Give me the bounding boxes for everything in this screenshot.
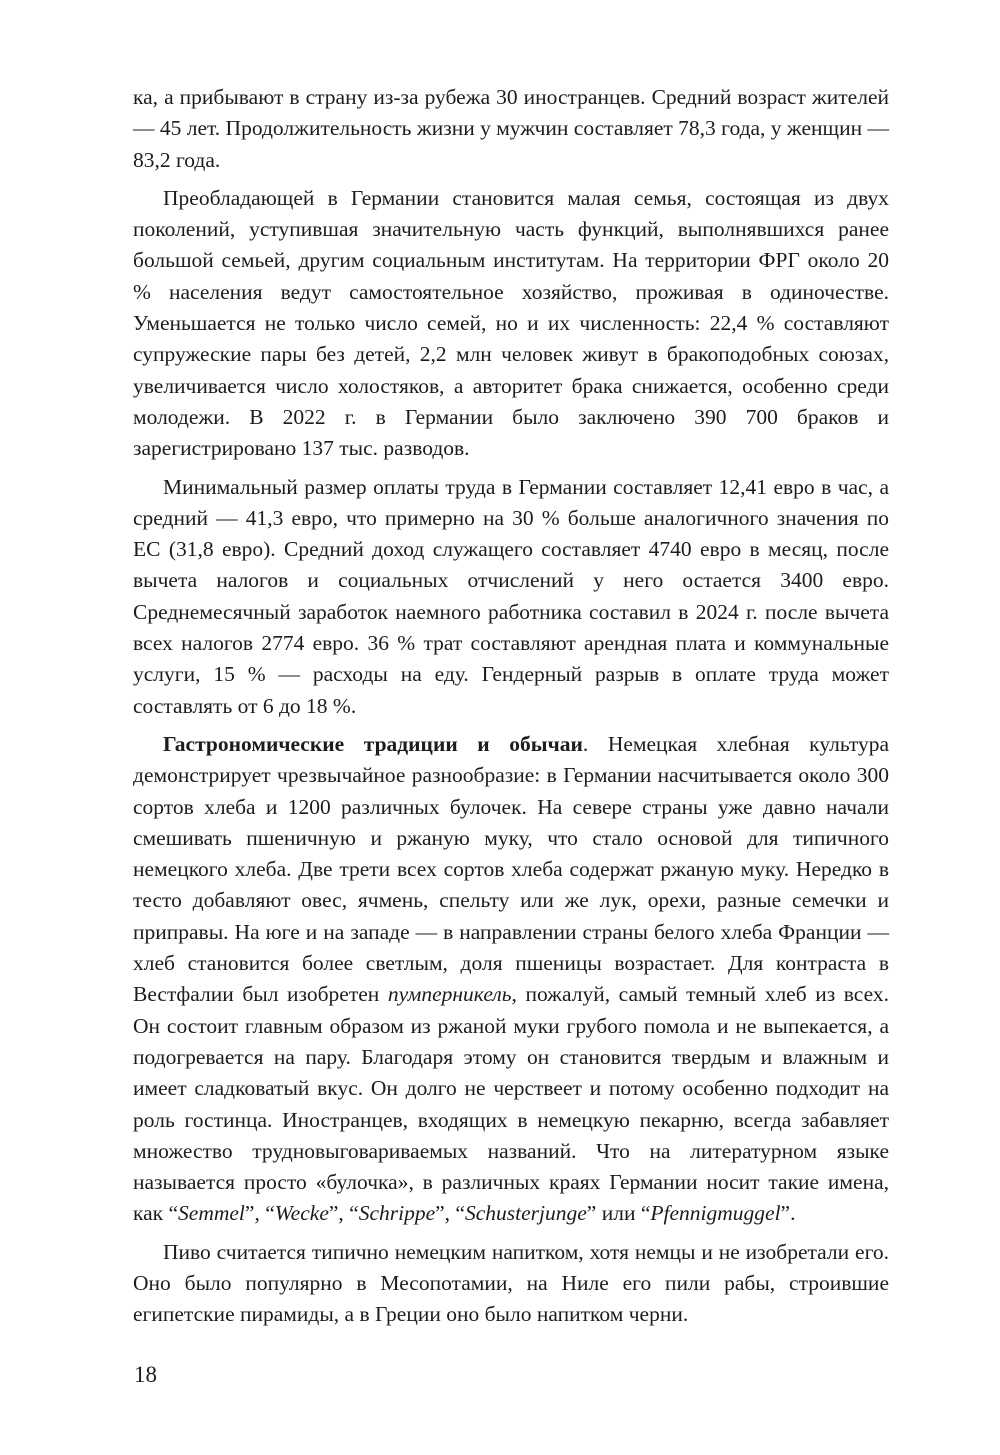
bread-name-schusterjunge: Schusterjunge: [464, 1201, 587, 1226]
separator-2: ”, “: [328, 1201, 359, 1226]
gastronomy-text-part-a: . Немецкая хлебная культура демонстрирует чрезвычайное разнообразие: в Германии насчитывается около 300 сортов хлеба и 1200 различных булочек. На севере страны уже давно начали смешивать пшеничную и ржаную муку, что стало основой для типичного немецкого хлеба. Две трети всех сортов хлеба содержат ржаную муку. Нередко в тесто добавляют овес, ячмень, спельту или же лук, орехи, разные семечки и приправы. На юге и на западе — в направлении страны белого хлеба Франции — хлеб становится более светлым, доля пшеницы возрастает. Для контраста в Вестфалии был изобретен: [133, 731, 889, 1007]
bread-name-wecke: Wecke: [274, 1201, 329, 1226]
separator-4: ” или “: [586, 1201, 651, 1226]
section-heading: Гастрономические традиции и обычаи: [163, 731, 583, 756]
term-pumpernickel: пумперникель: [387, 982, 512, 1007]
gastronomy-text-part-b: , пожалуй, самый темный хлеб из всех. Он состоит главным образом из ржаной муки грубого помола и не выпекается, а подогревается на пару. Благодаря этому он становится твердым и влажным и имеет сладковатый вкус. Он долго не черствеет и потому особенно подходит на роль гостинца. Иностранцев, входящих в немецкую пекарню, всегда забавляет множество трудновыговариваемых названий. Что на литературном языке называется просто «булочка», в различных краях Германии носит такие имена, как “: [133, 982, 889, 1226]
bread-name-pfennigmuggel: Pfennigmuggel: [650, 1201, 781, 1226]
paragraph-family: Преобладающей в Германии становится малая семья, состоящая из двух поколений, уступившая значительную часть функций, выполнявшихся ранее большой семьей, другим социальным институтам. На территории ФРГ около 20 % населения ведут самостоятельное хозяйство, проживая в одиночестве. Уменьшается не только число семей, но и их численность: 22,4 % составляют супружеские пары без детей, 2,2 млн человек живут в бракоподобных союзах, увеличивается число холостяков, а авторитет брака снижается, особенно среди молодежи. В 2022 г. в Германии было заключено 390 700 браков и зарегистрировано 137 тыс. разводов.: [133, 185, 889, 461]
bread-name-semmel: Semmel: [178, 1201, 245, 1226]
bread-name-schrippe: Schrippe: [358, 1201, 436, 1226]
page-body: [133, 82, 889, 1331]
gastronomy-end: ”.: [780, 1201, 796, 1226]
paragraph-population: ка, а прибывают в страну из-за рубежа 30 иностранцев. Средний возраст жителей — 45 лет. Продолжительность жизни у мужчин составляет 78,3 года, у женщин — 83,2 года.: [133, 85, 889, 172]
paragraph-gastronomy: [133, 729, 889, 1230]
paragraph-beer: Пиво считается типично немецким напитком, хотя немцы и не изобретали его. Оно было популярно в Месопотамии, на Ниле его пили рабы, строившие египетские пирамиды, а в Греции оно было напитком черни.: [133, 1239, 889, 1327]
page-number: 18: [134, 1362, 157, 1387]
separator-3: ”, “: [435, 1201, 465, 1226]
paragraph-wages: Минимальный размер оплаты труда в Германии составляет 12,41 евро в час, а средний — 41,3 евро, что примерно на 30 % больше аналогичного значения по ЕС (31,8 евро). Средний доход служащего составляет 4740 евро в месяц, после вычета налогов и социальных отчислений у него остается 3400 евро. Среднемесячный заработок наемного работника составил в 2024 г. после вычета всех налогов 2774 евро. 36 % трат составляют арендная плата и коммунальные услуги, 15 % — расходы на еду. Гендерный разрыв в оплате труда может составлять от 6 до 18 %.: [133, 474, 889, 718]
separator-1: ”, “: [244, 1201, 275, 1226]
